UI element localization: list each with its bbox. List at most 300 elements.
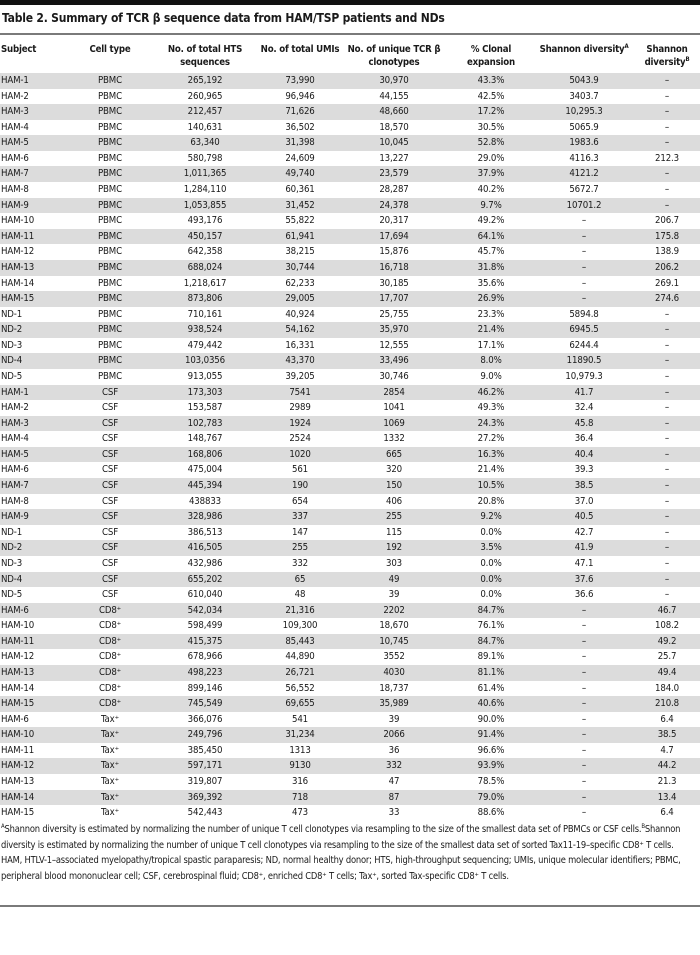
table-cell: 5894.8: [569, 308, 599, 320]
table-cell: 81.1%: [448, 665, 534, 681]
table-cell: HAM-15: [0, 696, 70, 712]
table-cell: HAM-8: [1, 184, 29, 196]
table-cell: HAM-13: [0, 260, 70, 276]
table-cell: 12,555: [379, 339, 409, 351]
footer-rule: [0, 905, 700, 907]
table-cell: 0.0%: [480, 589, 502, 601]
table-cell: 938,524: [150, 322, 260, 338]
table-cell: HAM-2: [1, 90, 29, 102]
table-cell: ND-3: [1, 557, 23, 569]
table-cell: 10,045: [340, 135, 448, 151]
table-cell: 369,392: [150, 790, 260, 806]
table-cell: 79.0%: [448, 790, 534, 806]
table-cell: 39: [388, 713, 400, 725]
table-cell: –: [664, 464, 670, 476]
table-cell: HAM-6: [0, 603, 70, 619]
table-cell: 42.7: [574, 526, 594, 538]
table-cell: 49,740: [260, 166, 340, 182]
table-cell: 173,303: [150, 385, 260, 401]
table-cell: 49.2%: [477, 215, 505, 227]
footnote-a-text: Shannon diversity is estimated by normalizing the number of unique T cell clonotypes via resampling to the size of the smallest data set of PBMCs or CSF cells.: [4, 824, 642, 835]
table-row: [0, 73, 700, 89]
table-cell: –: [634, 447, 700, 463]
table-cell: 1924: [260, 416, 340, 432]
table-cell: 168,806: [150, 447, 260, 463]
table-cell: 6945.5: [534, 322, 634, 338]
table-cell: 48,660: [340, 104, 448, 120]
table-cell: ND-3: [1, 339, 23, 351]
table-cell: 10,745: [340, 634, 448, 650]
table-cell: PBMC: [70, 229, 150, 245]
table-cell: HAM-1: [0, 385, 70, 401]
table-cell: HAM-15: [1, 807, 35, 819]
table-cell: –: [664, 589, 670, 601]
table-cell: 5065.9: [569, 121, 599, 133]
table-cell: HAM-4: [1, 121, 29, 133]
table-cell: HAM-13: [0, 665, 70, 681]
table-row: [0, 649, 700, 665]
table-cell: HAM-12: [1, 651, 35, 663]
table-cell: 17.2%: [448, 104, 534, 120]
table-cell: HAM-1: [0, 73, 70, 89]
table-row: [0, 774, 700, 790]
table-cell: 2066: [340, 727, 448, 743]
column-header: [534, 43, 634, 73]
table-cell: 38.5: [534, 478, 634, 494]
table-cell: 269.1: [655, 277, 679, 289]
table-cell: 2989: [289, 402, 311, 414]
table-cell: –: [664, 526, 670, 538]
table-cell: 688,024: [150, 260, 260, 276]
table-cell: ND-2: [0, 322, 70, 338]
table-row: [0, 681, 700, 697]
table-cell: –: [534, 634, 634, 650]
table-cell: 31,452: [260, 198, 340, 214]
table-cell: HAM-7: [0, 478, 70, 494]
table-cell: 1041: [383, 402, 405, 414]
table-cell: –: [581, 277, 587, 289]
table-cell: 9.2%: [448, 509, 534, 525]
table-cell: 493,176: [187, 215, 223, 227]
table-cell: –: [664, 402, 670, 414]
table-row: [0, 400, 700, 416]
table-cell: HAM-6: [1, 464, 29, 476]
table-cell: 30,970: [340, 73, 448, 89]
table-cell: –: [534, 727, 634, 743]
table-cell: –: [581, 651, 587, 663]
table-cell: 29,005: [260, 291, 340, 307]
table-cell: 0.0%: [480, 557, 502, 569]
table-cell: PBMC: [97, 121, 122, 133]
column-header-label: Shannon diversity: [539, 44, 625, 55]
table-cell: 31,398: [260, 135, 340, 151]
table-cell: 1983.6: [534, 135, 634, 151]
table-row: [0, 758, 700, 774]
table-cell: –: [534, 665, 634, 681]
column-header: [634, 43, 700, 73]
table-cell: 69,655: [260, 696, 340, 712]
table-row: [0, 478, 700, 494]
table-cell: 542,034: [150, 603, 260, 619]
table-row: [0, 385, 700, 401]
table-cell: 190: [260, 478, 340, 494]
table-cell: ND-5: [1, 589, 23, 601]
table-cell: PBMC: [70, 135, 150, 151]
summary-table: [0, 43, 700, 821]
title-rule: [0, 33, 700, 35]
table-cell: ND-1: [1, 308, 23, 320]
table-cell: –: [634, 73, 700, 89]
table-cell: HAM-14: [1, 277, 35, 289]
table-row: [0, 322, 700, 338]
table-cell: PBMC: [97, 370, 122, 382]
table-cell: HAM-11: [0, 634, 70, 650]
table-cell: 24,378: [340, 198, 448, 214]
footnote-b-text: Shannon diversity is estimated by normalizing the number of unique T cell clonotypes via resampling to the size of the smallest data set of sorted Tax11-19–specific CD8⁺ T cells. HAM, HTLV-1–associated myelopathy/tropical spastic paraparesis; ND, normal healthy donor; HTS, high-throughput sequencing; UMIs, unique molecular identifiers; PBMC, peripheral blood mononuclear cell; CSF, cerebrospinal fluid; CD8⁺, enriched CD8⁺ T cells; Tax⁺, sorted Tax-specific CD8⁺ T cells.: [1, 824, 681, 882]
table-cell: 11890.5: [534, 353, 634, 369]
table-cell: 31,234: [260, 727, 340, 743]
table-cell: 37.9%: [448, 166, 534, 182]
table-cell: 30,744: [260, 260, 340, 276]
table-cell: 406: [385, 495, 403, 507]
table-cell: PBMC: [70, 166, 150, 182]
table-cell: 62,233: [285, 277, 315, 289]
table-cell: –: [634, 322, 700, 338]
table-cell: 1,218,617: [183, 277, 227, 289]
table-cell: CD8⁺: [98, 651, 122, 663]
table-cell: 28,287: [379, 184, 409, 196]
table-cell: 718: [260, 790, 340, 806]
table-cell: 33,496: [340, 353, 448, 369]
table-row: [0, 151, 700, 167]
table-row: [0, 276, 700, 292]
table-cell: 90.0%: [477, 713, 505, 725]
table-cell: 3552: [383, 651, 405, 663]
table-cell: 6.4: [660, 713, 674, 725]
table-cell: Tax⁺: [70, 727, 150, 743]
table-cell: 24,609: [285, 152, 315, 164]
table-cell: CSF: [101, 589, 119, 601]
table-cell: 13,227: [379, 152, 409, 164]
table-cell: 654: [291, 495, 309, 507]
table-cell: 30,746: [379, 370, 409, 382]
table-cell: 47: [388, 776, 400, 788]
table-cell: 73,990: [260, 73, 340, 89]
table-cell: 89.1%: [477, 651, 505, 663]
table-cell: –: [664, 90, 670, 102]
table-cell: 25,755: [379, 308, 409, 320]
table-cell: 84.7%: [448, 603, 534, 619]
table-cell: 9.0%: [480, 370, 502, 382]
table-footnote: [1, 822, 695, 884]
table-cell: –: [581, 246, 587, 258]
table-cell: 580,798: [187, 152, 223, 164]
table-cell: 4116.3: [569, 152, 599, 164]
table-cell: CD8⁺: [70, 603, 150, 619]
table-cell: –: [664, 370, 670, 382]
table-cell: 37.6: [534, 572, 634, 588]
table-cell: 138.9: [655, 246, 679, 258]
table-cell: 255: [260, 540, 340, 556]
table-cell: HAM-4: [1, 433, 29, 445]
table-cell: 36,502: [285, 121, 315, 133]
table-cell: 47.1: [574, 557, 594, 569]
table-cell: –: [534, 260, 634, 276]
table-cell: HAM-5: [0, 447, 70, 463]
table-cell: 39,205: [285, 370, 315, 382]
table-cell: 328,986: [150, 509, 260, 525]
table-cell: 41.7: [534, 385, 634, 401]
table-cell: PBMC: [97, 339, 122, 351]
table-row: [0, 696, 700, 712]
table-cell: 43.3%: [448, 73, 534, 89]
table-cell: –: [634, 353, 700, 369]
table-cell: 16,331: [285, 339, 315, 351]
table-row: [0, 120, 700, 136]
column-header-label: Shannon diversity: [644, 44, 688, 68]
table-cell: ND-1: [1, 526, 23, 538]
table-cell: –: [634, 416, 700, 432]
table-cell: 873,806: [150, 291, 260, 307]
table-cell: 665: [340, 447, 448, 463]
table-cell: 473: [291, 807, 309, 819]
column-header: [448, 43, 534, 73]
table-cell: 10.5%: [448, 478, 534, 494]
table-cell: 48: [294, 589, 306, 601]
table-cell: 44,155: [379, 90, 409, 102]
table-row: [0, 556, 700, 572]
table-body: [0, 73, 700, 821]
table-cell: 899,146: [187, 682, 223, 694]
table-cell: 260,965: [187, 90, 223, 102]
table-cell: 91.4%: [448, 727, 534, 743]
table-cell: 33: [388, 807, 400, 819]
table-cell: 96.6%: [477, 744, 505, 756]
footnote-a-mark: A: [1, 822, 5, 830]
table-cell: PBMC: [97, 308, 122, 320]
table-cell: 30.5%: [477, 121, 505, 133]
table-cell: HAM-3: [0, 416, 70, 432]
table-cell: 35,970: [340, 322, 448, 338]
table-cell: 37.0: [574, 495, 594, 507]
table-cell: 3403.7: [569, 90, 599, 102]
table-row: [0, 369, 700, 385]
table-cell: HAM-11: [1, 744, 35, 756]
table-cell: ND-4: [0, 572, 70, 588]
table-cell: HAM-12: [1, 246, 35, 258]
table-cell: –: [634, 385, 700, 401]
table-cell: HAM-13: [1, 776, 35, 788]
table-cell: –: [634, 135, 700, 151]
table-cell: 16,718: [340, 260, 448, 276]
table-cell: 46.7: [634, 603, 700, 619]
table-cell: 5672.7: [569, 184, 599, 196]
table-cell: –: [664, 557, 670, 569]
table-row: [0, 307, 700, 323]
table-cell: PBMC: [97, 215, 122, 227]
column-header: [70, 43, 150, 73]
table-row: [0, 743, 700, 759]
table-row: [0, 89, 700, 105]
table-cell: 710,161: [187, 308, 223, 320]
table-cell: 332: [340, 758, 448, 774]
table-cell: 76.1%: [477, 620, 505, 632]
table-cell: HAM-10: [1, 620, 35, 632]
table-row: [0, 572, 700, 588]
table-cell: 642,358: [187, 246, 223, 258]
table-cell: 184.0: [655, 682, 679, 694]
table-cell: PBMC: [70, 353, 150, 369]
table-cell: 96,946: [285, 90, 315, 102]
column-header-label: Cell type: [89, 44, 131, 55]
table-cell: 87: [340, 790, 448, 806]
table-cell: 45.8: [534, 416, 634, 432]
table-row: [0, 540, 700, 556]
table-cell: HAM-7: [0, 166, 70, 182]
table-row: [0, 447, 700, 463]
table-cell: 303: [385, 557, 403, 569]
table-cell: 54,162: [260, 322, 340, 338]
table-cell: Tax⁺: [70, 758, 150, 774]
table-cell: 385,450: [187, 744, 223, 756]
table-cell: –: [634, 198, 700, 214]
table-cell: 13.4: [634, 790, 700, 806]
table-cell: 61.4%: [477, 682, 505, 694]
table-cell: 23.3%: [477, 308, 505, 320]
table-cell: CSF: [70, 447, 150, 463]
table-cell: 445,394: [150, 478, 260, 494]
table-cell: 416,505: [150, 540, 260, 556]
table-cell: 332: [291, 557, 309, 569]
table-cell: 23,579: [340, 166, 448, 182]
table-cell: 274.6: [634, 291, 700, 307]
table-cell: 450,157: [150, 229, 260, 245]
table-cell: –: [581, 776, 587, 788]
table-cell: –: [634, 540, 700, 556]
table-cell: 108.2: [655, 620, 679, 632]
column-header-label: Subject: [1, 44, 37, 55]
table-cell: HAM-14: [0, 790, 70, 806]
table-cell: 103,0356: [150, 353, 260, 369]
column-header-footnote-mark: A: [624, 42, 629, 50]
table-cell: 150: [340, 478, 448, 494]
table-cell: CSF: [101, 495, 119, 507]
table-cell: PBMC: [97, 152, 122, 164]
table-cell: 212,457: [150, 104, 260, 120]
column-header-label: % Clonal expansion: [467, 44, 515, 68]
table-cell: 109,300: [282, 620, 318, 632]
table-cell: 10,979.3: [565, 370, 603, 382]
table-cell: –: [664, 308, 670, 320]
table-cell: –: [581, 620, 587, 632]
table-cell: 40.6%: [448, 696, 534, 712]
table-row: [0, 213, 700, 229]
table-cell: PBMC: [70, 73, 150, 89]
table-row: [0, 104, 700, 120]
table-cell: PBMC: [97, 90, 122, 102]
table-cell: PBMC: [97, 184, 122, 196]
footnote-b-mark: B: [641, 822, 645, 830]
table-cell: Tax⁺: [100, 744, 120, 756]
table-cell: 17.1%: [477, 339, 505, 351]
table-row: [0, 260, 700, 276]
table-cell: 88.6%: [477, 807, 505, 819]
table-row: [0, 509, 700, 525]
table-row: [0, 135, 700, 151]
table-cell: 16.3%: [448, 447, 534, 463]
table-cell: Tax⁺: [70, 790, 150, 806]
table-cell: 49.2: [634, 634, 700, 650]
table-cell: 20,317: [379, 215, 409, 227]
table-cell: 17,707: [340, 291, 448, 307]
table-cell: 36: [388, 744, 400, 756]
table-cell: 49.3%: [477, 402, 505, 414]
table-cell: HAM-14: [1, 682, 35, 694]
table-cell: 9.7%: [448, 198, 534, 214]
table-cell: CSF: [70, 478, 150, 494]
table-cell: 60,361: [285, 184, 315, 196]
table-cell: 597,171: [150, 758, 260, 774]
table-cell: 8.0%: [448, 353, 534, 369]
table-cell: 35,989: [340, 696, 448, 712]
table-cell: 43,370: [260, 353, 340, 369]
table-cell: CSF: [70, 540, 150, 556]
table-cell: 4.7: [660, 744, 674, 756]
table-cell: 40.2%: [477, 184, 505, 196]
table-cell: –: [581, 807, 587, 819]
table-cell: 29.0%: [477, 152, 505, 164]
header-row: [0, 43, 700, 73]
table-cell: 85,443: [260, 634, 340, 650]
table-cell: 337: [260, 509, 340, 525]
table-cell: 432,986: [187, 557, 223, 569]
table-cell: 26,721: [260, 665, 340, 681]
table-row: [0, 229, 700, 245]
table-cell: HAM-15: [0, 291, 70, 307]
table-cell: CSF: [70, 416, 150, 432]
table-cell: –: [634, 478, 700, 494]
table-cell: HAM-6: [1, 152, 29, 164]
table-cell: HAM-9: [0, 198, 70, 214]
table-cell: –: [664, 495, 670, 507]
table-cell: 265,192: [150, 73, 260, 89]
table-cell: HAM-10: [1, 215, 35, 227]
table-cell: 56,552: [285, 682, 315, 694]
table-cell: 36.6: [574, 589, 594, 601]
table-cell: 153,587: [187, 402, 223, 414]
table-cell: 17,694: [340, 229, 448, 245]
table-cell: 2854: [340, 385, 448, 401]
table-cell: 192: [340, 540, 448, 556]
table-cell: 38,215: [285, 246, 315, 258]
table-cell: 18,737: [379, 682, 409, 694]
table-row: [0, 431, 700, 447]
table-cell: HAM-11: [0, 229, 70, 245]
table-cell: 30,185: [379, 277, 409, 289]
table-row: [0, 587, 700, 603]
table-cell: 542,443: [187, 807, 223, 819]
table-cell: 64.1%: [448, 229, 534, 245]
table-cell: HAM-6: [1, 713, 29, 725]
table-cell: 25.7: [657, 651, 677, 663]
table-cell: 175.8: [634, 229, 700, 245]
column-header: [0, 43, 70, 73]
table-cell: –: [534, 291, 634, 307]
table-cell: 84.7%: [448, 634, 534, 650]
table-cell: 6244.4: [569, 339, 599, 351]
table-cell: 49: [340, 572, 448, 588]
table-cell: 598,499: [187, 620, 223, 632]
